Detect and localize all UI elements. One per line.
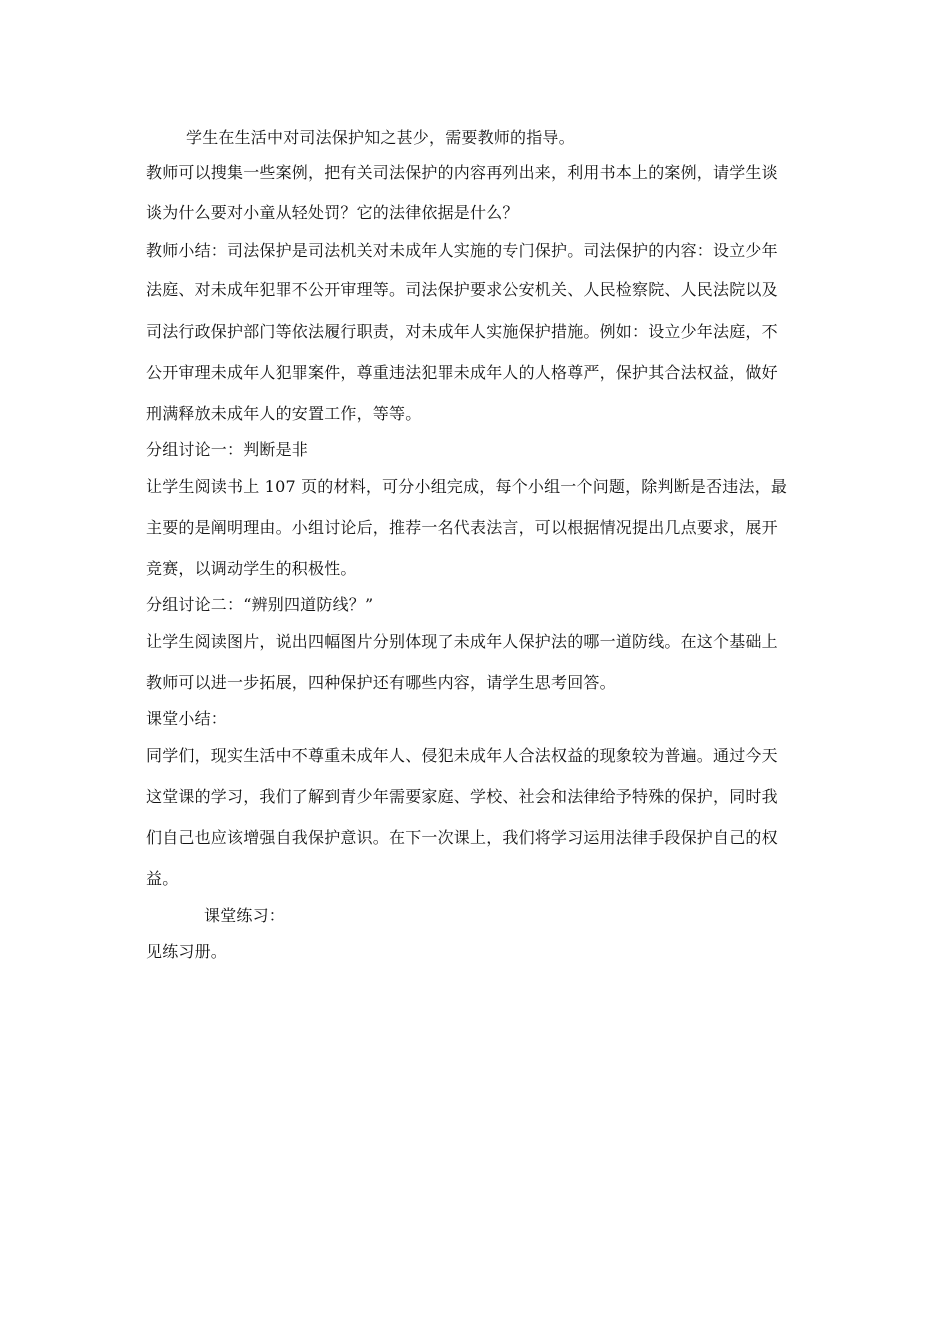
- section-heading: 分组讨论二：“辨别四道防线？”: [146, 595, 374, 614]
- text-line: 们自己也应该增强自我保护意识。在下一次课上，我们将学习运用法律手段保护自己的权: [146, 828, 778, 847]
- text-line: 主要的是阐明理由。小组讨论后，推荐一名代表法言，可以根据情况提出几点要求，展开: [146, 518, 778, 537]
- text-line: 见练习册。: [146, 942, 228, 961]
- text-line: 教师可以进一步拓展，四种保护还有哪些内容，请学生思考回答。: [146, 673, 616, 692]
- text-line: 让学生阅读书上 107 页的材料，可分小组完成，每个小组一个问题，除判断是否违法，最: [146, 477, 788, 496]
- text-line: 同学们，现实生活中不尊重未成年人、侵犯未成年人合法权益的现象较为普遍。通过今天: [146, 746, 778, 765]
- text-line: 益。: [146, 869, 179, 888]
- text-line: 法庭、对未成年犯罪不公开审理等。司法保护要求公安机关、人民检察院、人民法院以及: [146, 280, 778, 299]
- section-heading: 分组讨论一：判断是非: [146, 440, 309, 459]
- text-line: 教师小结：司法保护是司法机关对未成年人实施的专门保护。司法保护的内容：设立少年: [146, 241, 778, 260]
- text-line: 司法行政保护部门等依法履行职责，对未成年人实施保护措施。例如：设立少年法庭，不: [146, 322, 778, 341]
- text-line: 让学生阅读图片，说出四幅图片分别体现了未成年人保护法的哪一道防线。在这个基础上: [146, 632, 778, 651]
- text-line: 公开审理未成年人犯罪案件，尊重违法犯罪未成年人的人格尊严，保护其合法权益，做好: [146, 363, 778, 382]
- text-line: 这堂课的学习，我们了解到青少年需要家庭、学校、社会和法律给予特殊的保护，同时我: [146, 787, 778, 806]
- text-line: 竞赛，以调动学生的积极性。: [146, 559, 357, 578]
- text-line: 刑满释放未成年人的安置工作，等等。: [146, 404, 422, 423]
- text-line: 教师可以搜集一些案例，把有关司法保护的内容再列出来，利用书本上的案例，请学生谈: [146, 163, 778, 182]
- section-heading: 课堂练习：: [204, 906, 286, 925]
- text-line: 谈为什么要对小童从轻处罚？它的法律依据是什么？: [146, 203, 519, 222]
- section-heading: 课堂小结：: [146, 709, 228, 728]
- text-line: 学生在生活中对司法保护知之甚少，需要教师的指导。: [186, 128, 575, 147]
